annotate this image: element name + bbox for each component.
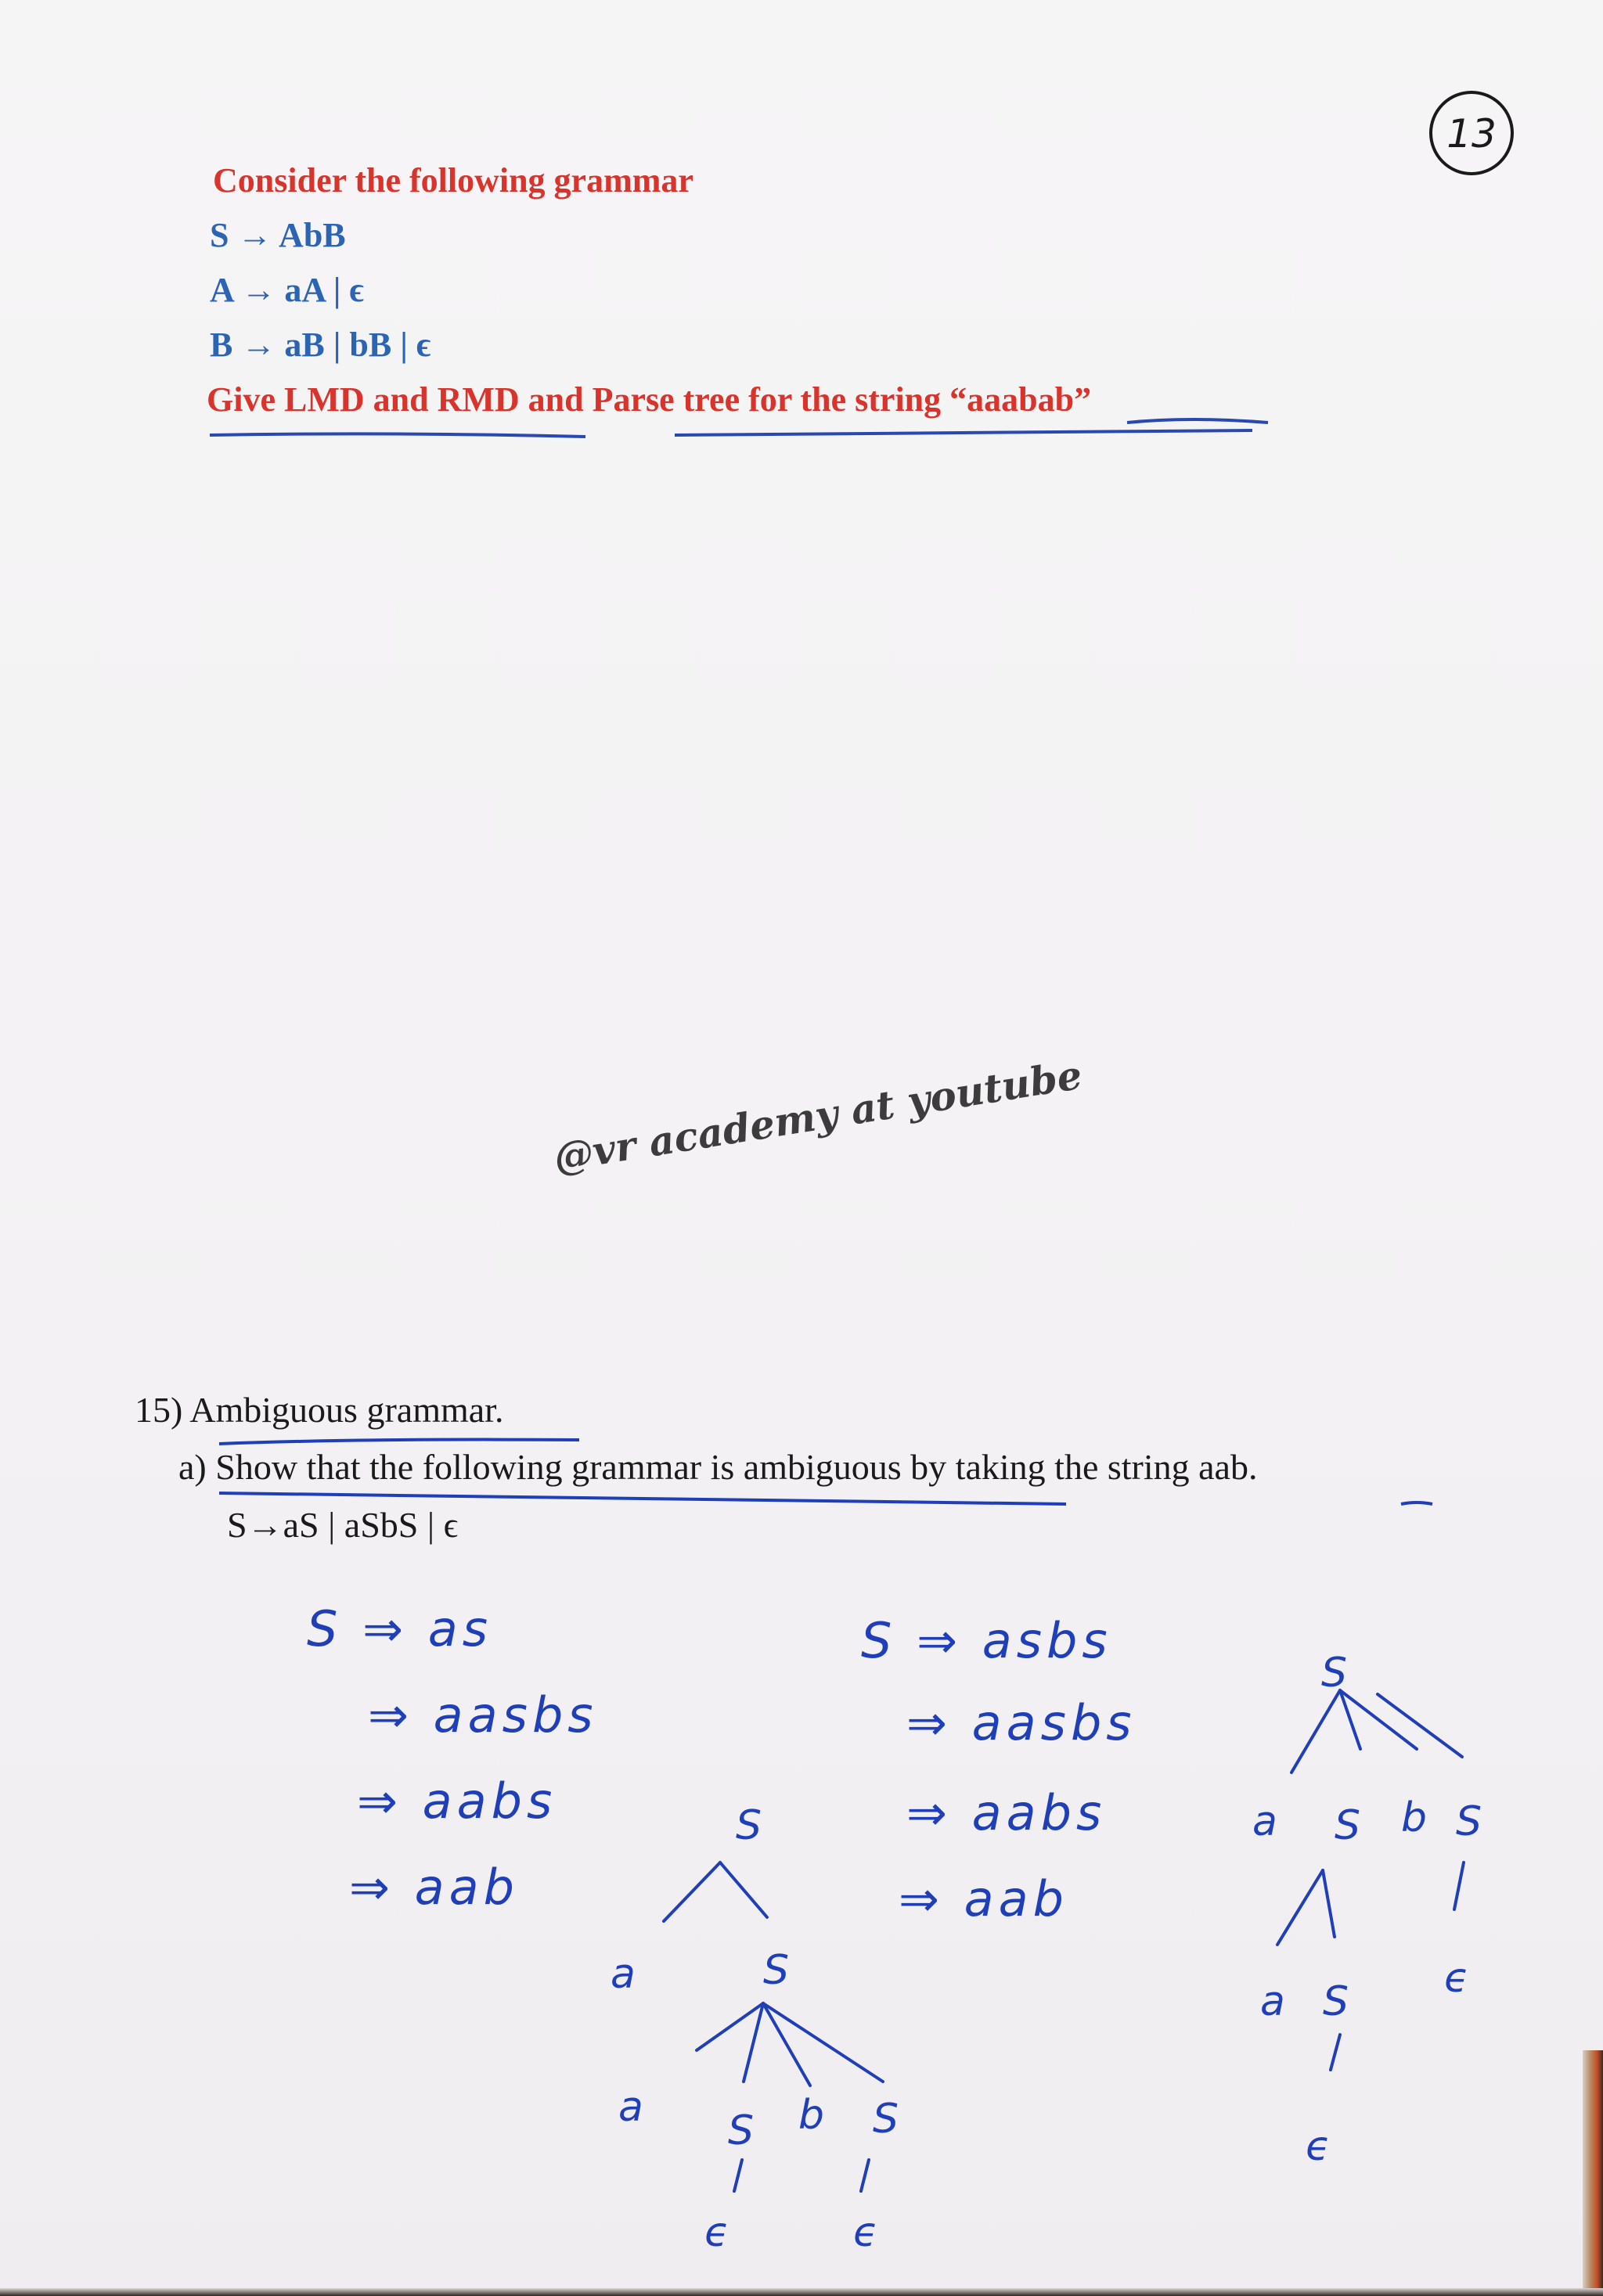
tree1-node-b: b xyxy=(798,2092,825,2139)
derivation1-step-3: ⇒ aabs xyxy=(357,1772,557,1830)
tree2-node-eps1: ϵ xyxy=(1444,1955,1469,2002)
watermark: @vr academy at youtube xyxy=(550,1051,1086,1181)
tree2-node-s1: S xyxy=(1335,1802,1361,1849)
tree2-node-s2: S xyxy=(1456,1798,1482,1845)
derivation2-step-3: ⇒ aabs xyxy=(906,1784,1107,1841)
production-b: B → aB | bB | ϵ xyxy=(210,326,431,364)
derivation2-step-1: S ⇒ asbs xyxy=(861,1612,1112,1669)
tree2-node-s3: S xyxy=(1323,1978,1349,2025)
tree1-node-eps2: ϵ xyxy=(853,2209,878,2256)
derivation1-step-4: ⇒ aab xyxy=(349,1859,519,1916)
tree1-node-s1: S xyxy=(763,1947,790,1994)
question1-heading: Consider the following grammar xyxy=(213,161,693,200)
question2-grammar: S→aS | aSbS | ϵ xyxy=(227,1505,459,1545)
derivation1-step-2: ⇒ aasbs xyxy=(368,1686,598,1744)
tree2-node-a2: a xyxy=(1260,1978,1285,2025)
derivation2-step-2: ⇒ aasbs xyxy=(906,1694,1137,1751)
tree2-node-eps2: ϵ xyxy=(1306,2123,1331,2170)
page-number: 13 xyxy=(1446,111,1497,157)
question2-title: 15) Ambiguous grammar. xyxy=(135,1390,504,1430)
tree2-node-a1: a xyxy=(1252,1798,1277,1845)
tree1-node-s2: S xyxy=(728,2107,755,2154)
tree1-node-a2: a xyxy=(618,2084,643,2131)
tree1-node-eps1: ϵ xyxy=(704,2209,729,2256)
tree1-node-s3: S xyxy=(873,2096,899,2143)
production-a: A → aA | ϵ xyxy=(210,271,364,309)
derivation1-step-1: S ⇒ as xyxy=(307,1600,493,1657)
tree2-node-b: b xyxy=(1401,1794,1428,1841)
production-s: S → AbB xyxy=(210,216,346,254)
tree1-node-a1: a xyxy=(611,1951,636,1998)
tree1-node-root: S xyxy=(736,1802,762,1849)
derivation2-step-4: ⇒ aab xyxy=(899,1870,1068,1927)
question1-task: Give LMD and RMD and Parse tree for the string “aaabab” xyxy=(207,380,1092,419)
question2-part-a: a) Show that the following grammar is ambiguous by taking the string aab. xyxy=(178,1447,1258,1487)
tree2-node-root: S xyxy=(1321,1650,1348,1697)
